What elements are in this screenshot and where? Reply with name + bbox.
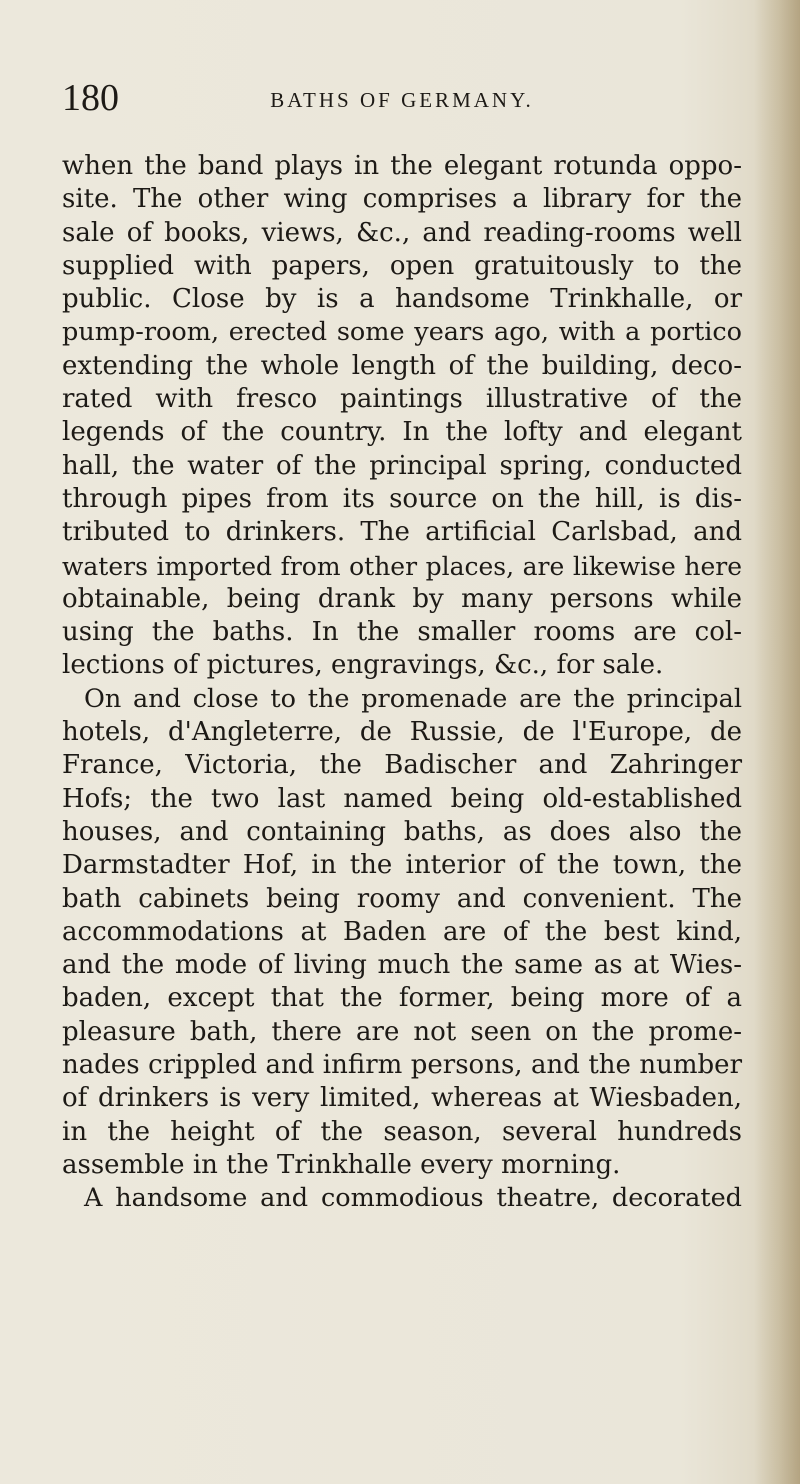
text-line: site. The other wing comprises a library for the: [62, 184, 742, 215]
page-edge-shadow: [754, 0, 800, 1484]
running-head: BATHS OF GERMANY.: [270, 88, 534, 112]
text-line: accommodations at Baden are of the best kind,: [62, 916, 742, 947]
text-line: legends of the country. In the lofty and elegant: [62, 417, 742, 448]
text-line: lections of pictures, engravings, &c., for sale.: [62, 650, 664, 681]
text-line: when the band plays in the elegant rotunda oppo-: [62, 151, 742, 181]
page-number: 180: [62, 77, 119, 119]
text-line: hotels, d'Angleterre, de Russie, de l'Europe, de: [62, 717, 742, 748]
text-line: bath cabinets being roomy and convenient. The: [62, 883, 742, 914]
text-line: assemble in the Trinkhalle every morning.: [62, 1149, 621, 1180]
text-line: pleasure bath, there are not seen on the prome-: [62, 1016, 742, 1047]
text-line: extending the whole length of the building, deco-: [62, 350, 742, 381]
text-line: On and close to the promenade are the principal: [84, 683, 742, 714]
text-line: public. Close by is a handsome Trinkhalle, or: [62, 284, 742, 315]
page-header: [62, 76, 742, 136]
body-text: [62, 150, 742, 1216]
text-line: France, Victoria, the Badischer and Zahringer: [62, 750, 742, 781]
text-line: in the height of the season, several hundreds: [62, 1116, 742, 1147]
text-line: pump-room, erected some years ago, with a portico: [62, 317, 742, 348]
text-line: hall, the water of the principal spring, conducted: [62, 450, 742, 481]
text-line: and the mode of living much the same as at Wies-: [62, 950, 742, 981]
text-line: rated with fresco paintings illustrative of the: [62, 384, 742, 415]
text-line: A handsome and commodious theatre, decorated: [84, 1183, 742, 1214]
text-line: obtainable, being drank by many persons while: [62, 583, 742, 614]
text-line: baden, except that the former, being more of a: [62, 983, 742, 1014]
text-line: houses, and containing baths, as does also the: [62, 816, 742, 847]
text-line: of drinkers is very limited, whereas at Wiesbaden,: [62, 1083, 742, 1114]
text-line: using the baths. In the smaller rooms are col-: [62, 617, 742, 648]
text-line: nades crippled and infirm persons, and the number: [62, 1050, 742, 1081]
text-line: sale of books, views, &c., and reading-rooms well: [62, 217, 742, 248]
text-line: Hofs; the two last named being old-established: [62, 783, 742, 814]
text-line: supplied with papers, open gratuitously to the: [62, 250, 742, 281]
text-line: waters imported from other places, are likewise here: [62, 551, 742, 581]
text-line: Darmstadter Hof, in the interior of the town, the: [62, 850, 742, 881]
text-line: through pipes from its source on the hill, is dis-: [62, 483, 742, 514]
text-line: tributed to drinkers. The artificial Carlsbad, and: [62, 517, 742, 548]
